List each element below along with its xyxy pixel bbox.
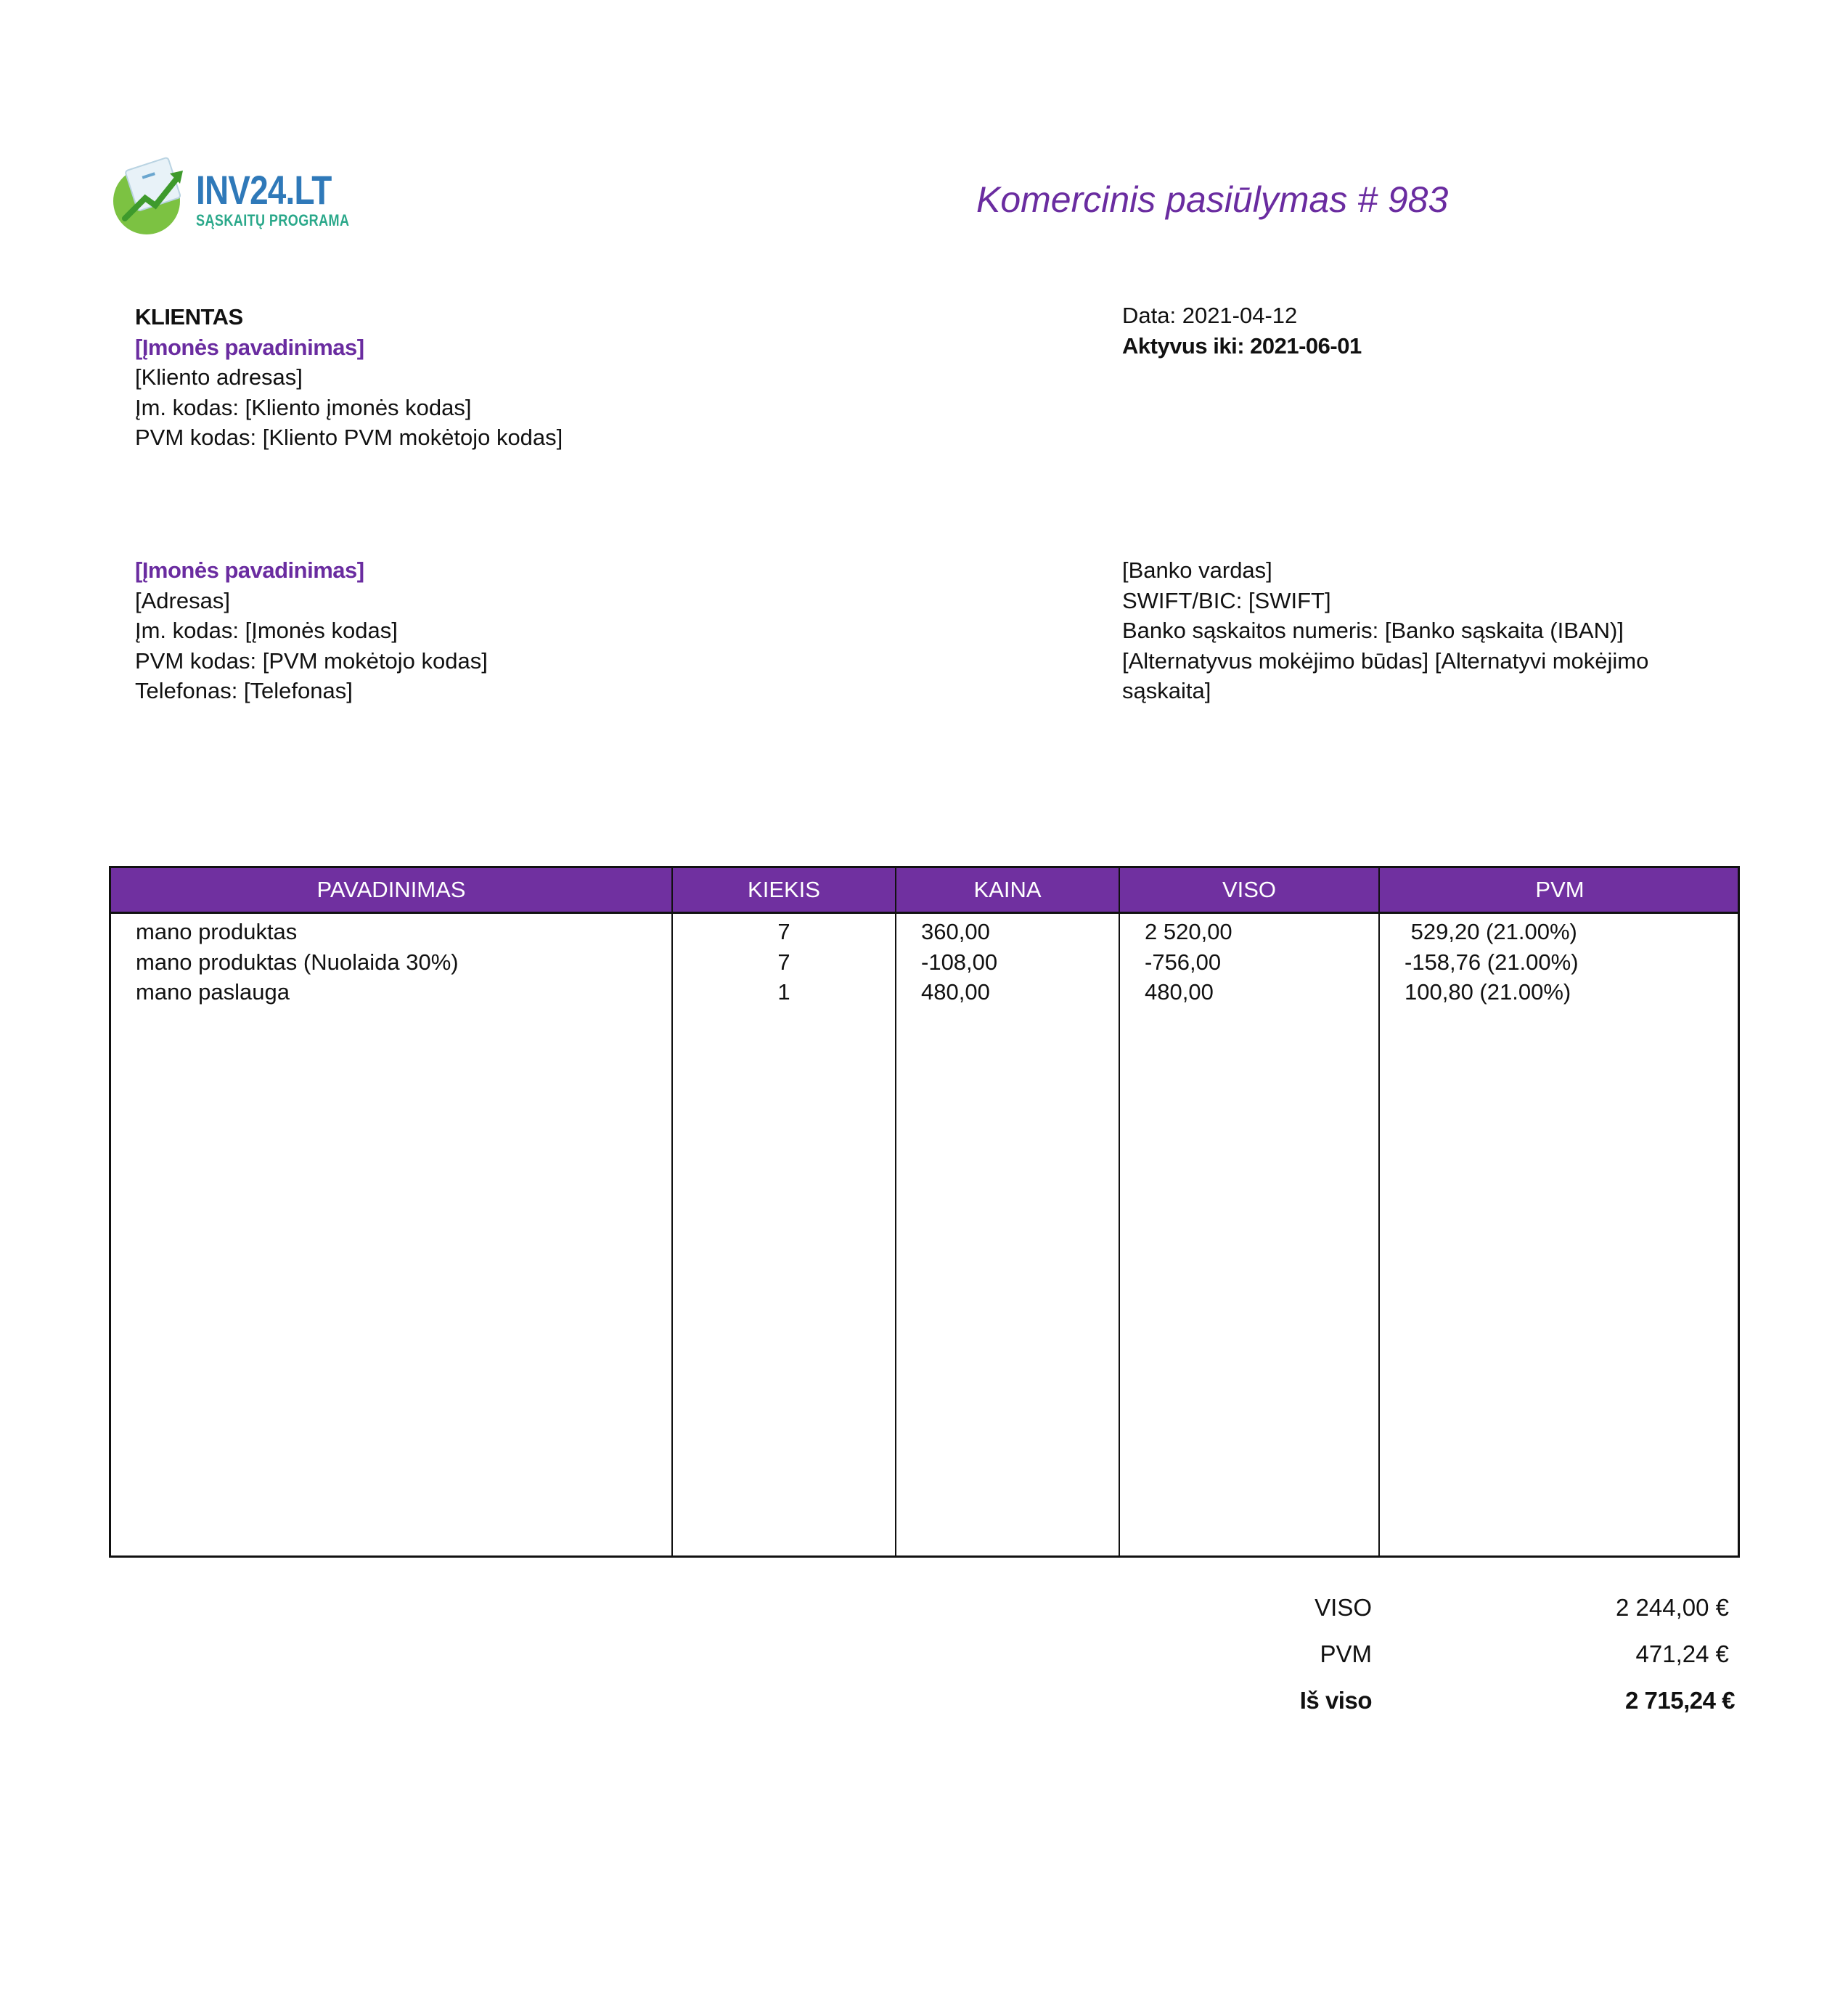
- table-header: [111, 868, 1738, 914]
- cell-name: mano paslauga: [136, 979, 290, 1005]
- items-table: [109, 866, 1740, 1558]
- cell-name: mano produktas: [136, 919, 298, 944]
- cell-qty: 1: [777, 979, 790, 1005]
- bank-alternative-cont: sąskaita]: [1122, 678, 1211, 703]
- bank-alternative: [Alternatyvus mokėjimo būdas] [Alternatyvi mokėjimo: [1122, 647, 1649, 674]
- subtotal-value: 2 244,00 €: [1616, 1594, 1729, 1621]
- bank-account: Banko sąskaitos numeris: [Banko sąskaita (IBAN)]: [1122, 618, 1624, 643]
- document-title: Komercinis pasiūlymas # 983: [976, 179, 1449, 220]
- col-divider: [1119, 868, 1120, 1555]
- col-header-name: PAVADINIMAS: [316, 877, 466, 902]
- cell-total: 2 520,00: [1145, 919, 1232, 944]
- logo-wordmark: [196, 168, 383, 229]
- col-divider: [1378, 868, 1380, 1555]
- cell-price: 360,00: [921, 919, 990, 944]
- vat-total-value: 471,24 €: [1635, 1640, 1729, 1667]
- cell-total: -756,00: [1145, 949, 1222, 975]
- cell-vat: -158,76 (21.00%): [1405, 949, 1579, 975]
- client-heading: KLIENTAS: [135, 304, 243, 330]
- client-company: [Įmonės pavadinimas]: [135, 334, 364, 360]
- logo-tagline: SĄSKAITŲ PROGRAMA: [196, 211, 350, 229]
- client-block: [135, 302, 563, 453]
- totals-values: [1524, 1585, 1735, 1730]
- seller-company-code: Įm. kodas: [Įmonės kodas]: [135, 618, 398, 643]
- col-header-vat: PVM: [1535, 877, 1585, 902]
- grand-total-value: 2 715,24 €: [1625, 1687, 1735, 1714]
- vat-total-label: PVM: [1320, 1640, 1372, 1667]
- totals-labels: [1234, 1585, 1372, 1730]
- seller-vat-code: PVM kodas: [PVM mokėtojo kodas]: [135, 647, 488, 674]
- dates-block: [1122, 301, 1362, 361]
- seller-company: [Įmonės pavadinimas]: [135, 557, 364, 583]
- valid-until: Aktyvus iki: 2021-06-01: [1122, 332, 1362, 359]
- cell-qty: 7: [777, 919, 790, 944]
- col-header-qty: KIEKIS: [748, 877, 820, 902]
- seller-address: [Adresas]: [135, 587, 230, 613]
- logo-icon: [109, 156, 196, 236]
- cell-vat: 529,20 (21.00%): [1405, 919, 1577, 944]
- cell-price: -108,00: [921, 949, 998, 975]
- client-vat-code: PVM kodas: [Kliento PVM mokėtojo kodas]: [135, 425, 563, 450]
- cell-qty: 7: [777, 949, 790, 975]
- cell-price: 480,00: [921, 979, 990, 1005]
- subtotal-label: VISO: [1315, 1594, 1372, 1621]
- bank-swift: SWIFT/BIC: [SWIFT]: [1122, 587, 1331, 613]
- client-address: [Kliento adresas]: [135, 364, 303, 390]
- logo-brand: INV24.LT: [196, 167, 332, 213]
- cell-total: 480,00: [1145, 979, 1214, 1005]
- cell-name: mano produktas (Nuolaida 30%): [136, 949, 459, 975]
- col-header-price: KAINA: [973, 877, 1042, 902]
- seller-phone: Telefonas: [Telefonas]: [135, 678, 353, 703]
- cell-vat: 100,80 (21.00%): [1405, 979, 1571, 1005]
- bank-name: [Banko vardas]: [1122, 557, 1272, 583]
- seller-block: [135, 555, 488, 706]
- client-company-code: Įm. kodas: [Kliento įmonės kodas]: [135, 394, 472, 420]
- col-header-total: VISO: [1222, 877, 1277, 902]
- bank-block: [1122, 555, 1648, 706]
- issue-date: Data: 2021-04-12: [1122, 303, 1298, 328]
- col-divider: [895, 868, 896, 1555]
- grand-total-label: Iš viso: [1299, 1687, 1372, 1714]
